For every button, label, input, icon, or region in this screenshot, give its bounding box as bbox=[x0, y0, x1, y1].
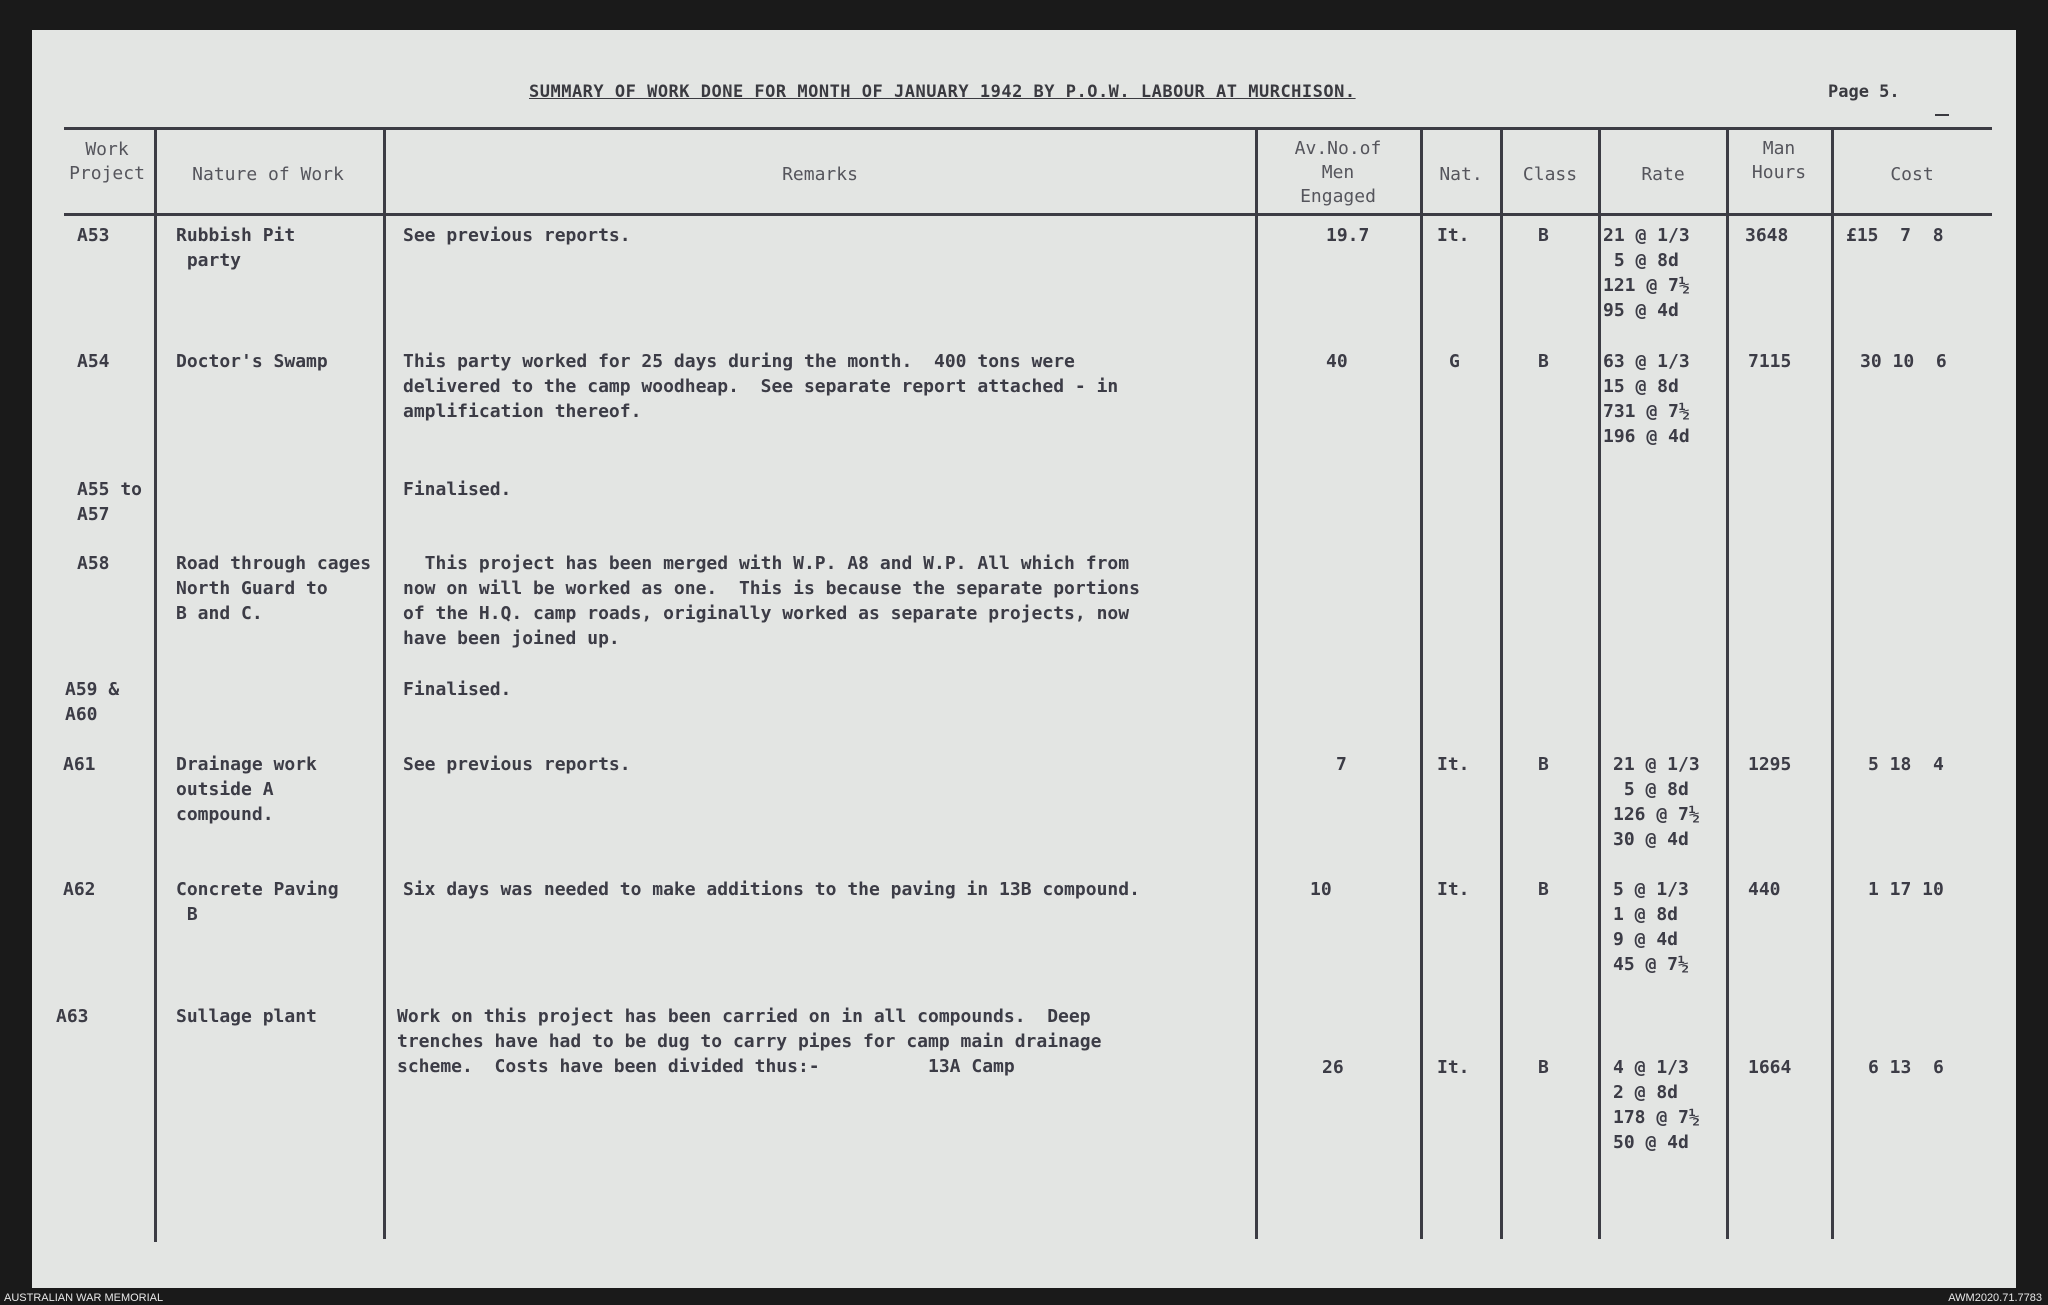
row-class: B bbox=[1538, 225, 1549, 246]
row-rate: 63 @ 1/3 15 @ 8d 731 @ 7½ 196 @ 4d bbox=[1603, 351, 1690, 447]
row-men: 10 bbox=[1310, 879, 1332, 900]
column-divider bbox=[1726, 127, 1729, 1239]
header-class: Class bbox=[1522, 164, 1578, 185]
row-men: 40 bbox=[1326, 351, 1348, 372]
header-man-hours: Man Hours bbox=[1751, 138, 1807, 183]
row-project: A58 bbox=[77, 553, 110, 574]
row-remarks: This party worked for 25 days during the month. 400 tons were delivered to the camp woodheap. See separate report attached - in amplification thereof. bbox=[403, 351, 1119, 422]
row-hours: 1664 bbox=[1748, 1057, 1792, 1078]
column-divider bbox=[1500, 127, 1503, 1239]
document-title: SUMMARY OF WORK DONE FOR MONTH OF JANUARY 1942 BY P.O.W. LABOUR AT MURCHISON. bbox=[529, 82, 1356, 102]
row-remarks: See previous reports. bbox=[403, 225, 631, 246]
header-work-project: Work Project bbox=[69, 139, 145, 184]
row-cost: 5 18 4 bbox=[1868, 754, 1944, 775]
row-cost: £15 7 8 bbox=[1846, 225, 1944, 246]
row-men: 26 bbox=[1322, 1057, 1344, 1078]
row-nature: Concrete Paving B bbox=[176, 879, 339, 925]
row-nat: It. bbox=[1437, 225, 1470, 246]
row-remarks: Finalised. bbox=[403, 479, 512, 500]
row-project: A53 bbox=[77, 225, 110, 246]
row-hours: 7115 bbox=[1748, 351, 1792, 372]
row-project: A54 bbox=[77, 351, 110, 372]
row-rate: 5 @ 1/3 1 @ 8d 9 @ 4d 45 @ 7½ bbox=[1613, 879, 1689, 975]
row-project: A61 bbox=[63, 754, 96, 775]
row-nature: Drainage work outside A compound. bbox=[176, 754, 317, 825]
page-number: Page 5. bbox=[1828, 82, 1900, 102]
row-hours: 1295 bbox=[1748, 754, 1792, 775]
column-divider bbox=[1255, 127, 1258, 1239]
row-cost: 1 17 10 bbox=[1868, 879, 1944, 900]
header-nature-of-work: Nature of Work bbox=[192, 164, 344, 185]
document-sheet bbox=[32, 30, 2016, 1288]
row-nat: It. bbox=[1437, 1057, 1470, 1078]
row-remarks: Six days was needed to make additions to the paving in 13B compound. bbox=[403, 879, 1140, 900]
table-header-rule bbox=[64, 213, 1992, 216]
row-remarks: This project has been merged with W.P. A8 and W.P. All which from now on will be worked as one. This is because the separate portions of the H.Q. camp roads, originally worked as separate projects, now have been joined up. bbox=[403, 553, 1140, 649]
row-rate: 21 @ 1/3 5 @ 8d 126 @ 7½ 30 @ 4d bbox=[1613, 754, 1700, 850]
row-nat: It. bbox=[1437, 754, 1470, 775]
row-hours: 3648 bbox=[1745, 225, 1789, 246]
header-men-engaged: Av.No.of Men Engaged bbox=[1294, 138, 1382, 207]
row-project: A63 bbox=[56, 1006, 89, 1027]
row-project: A59 & A60 bbox=[65, 679, 120, 725]
header-cost: Cost bbox=[1890, 164, 1934, 185]
row-nature: Rubbish Pit party bbox=[176, 225, 296, 271]
row-remarks: See previous reports. bbox=[403, 754, 631, 775]
footer-right-accession: AWM2020.71.7783 bbox=[1948, 1292, 2042, 1304]
table-top-rule bbox=[64, 127, 1992, 130]
page-dash bbox=[1935, 114, 1949, 116]
row-nature: Road through cages North Guard to B and C. bbox=[176, 553, 372, 624]
row-nature: Sullage plant bbox=[176, 1006, 317, 1027]
row-class: B bbox=[1538, 879, 1549, 900]
row-remarks: Work on this project has been carried on in all compounds. Deep trenches have had to be dug to carry pipes for camp main drainage scheme. Costs have been divided thus:- 13A Camp bbox=[397, 1006, 1102, 1077]
row-nat: It. bbox=[1437, 879, 1470, 900]
row-cost: 30 10 6 bbox=[1860, 351, 1947, 372]
column-divider bbox=[1831, 127, 1834, 1239]
column-divider bbox=[1420, 127, 1423, 1239]
row-class: B bbox=[1538, 351, 1549, 372]
row-rate: 4 @ 1/3 2 @ 8d 178 @ 7½ 50 @ 4d bbox=[1613, 1057, 1700, 1153]
row-nat: G bbox=[1449, 351, 1460, 372]
row-cost: 6 13 6 bbox=[1868, 1057, 1944, 1078]
header-nat: Nat. bbox=[1439, 164, 1483, 185]
row-class: B bbox=[1538, 1057, 1549, 1078]
column-divider bbox=[154, 127, 157, 1242]
row-project: A62 bbox=[63, 879, 96, 900]
row-nature: Doctor's Swamp bbox=[176, 351, 328, 372]
row-remarks: Finalised. bbox=[403, 679, 512, 700]
row-men: 19.7 bbox=[1326, 225, 1370, 246]
header-rate: Rate bbox=[1641, 164, 1685, 185]
header-remarks: Remarks bbox=[782, 164, 858, 185]
column-divider bbox=[383, 127, 386, 1239]
row-rate: 21 @ 1/3 5 @ 8d 121 @ 7½ 95 @ 4d bbox=[1603, 225, 1690, 321]
row-class: B bbox=[1538, 754, 1549, 775]
row-men: 7 bbox=[1336, 754, 1347, 775]
row-project: A55 to A57 bbox=[77, 479, 143, 525]
footer-left-credit: AUSTRALIAN WAR MEMORIAL bbox=[4, 1292, 164, 1304]
row-hours: 440 bbox=[1748, 879, 1781, 900]
column-divider bbox=[1598, 127, 1601, 1239]
